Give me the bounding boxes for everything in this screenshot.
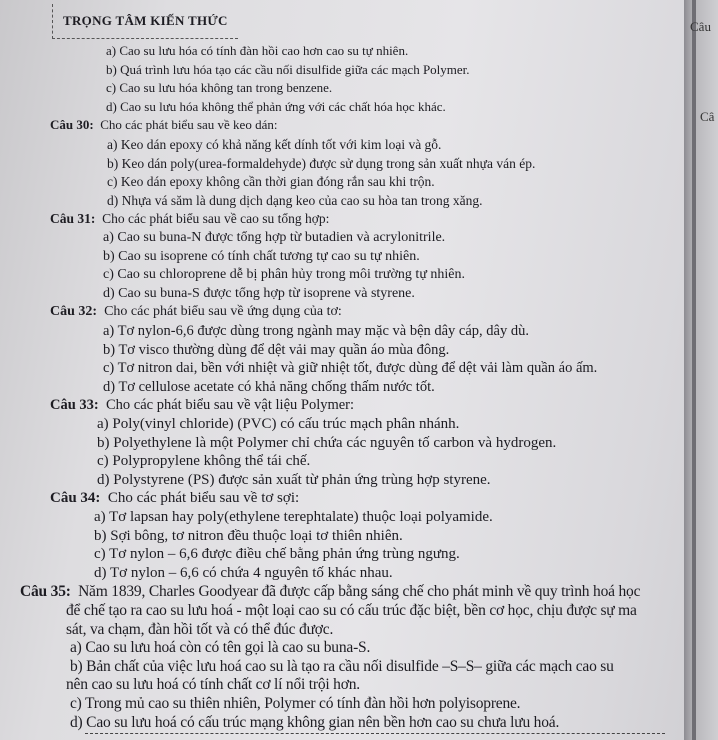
- q33-option-b: b) Polyethylene là một Polymer chỉ chứa các nguyên tố carbon và hydrogen.: [97, 434, 557, 451]
- q30-stem: Cho các phát biểu sau về keo dán:: [100, 117, 278, 133]
- q30-label: Câu 30:: [50, 117, 94, 133]
- q33-label: Câu 33:: [50, 397, 99, 414]
- q35-option-b-line2: nên cao su lưu hoá có tính chất cơ lí nổi trội hơn.: [66, 676, 360, 694]
- q34-label: Câu 34:: [50, 490, 101, 507]
- q33-stem: Cho các phát biểu sau về vật liệu Polymer:: [106, 397, 355, 414]
- bottom-dashed-divider: [85, 733, 665, 734]
- q35-label: Câu 35:: [20, 583, 71, 601]
- q35: [20, 583, 640, 601]
- q34-option-c: c) Tơ nylon – 6,6 được điều chế bằng phản ứng trùng ngưng.: [94, 546, 460, 563]
- q35-option-a: a) Cao su lưu hoá còn có tên gọi là cao su buna-S.: [70, 639, 371, 657]
- q34-option-d: d) Tơ nylon – 6,6 có chứa 4 nguyên tố khác nhau.: [94, 564, 393, 581]
- q32-label: Câu 32:: [50, 304, 98, 320]
- q31-option-d: d) Cao su buna-S được tổng hợp từ isoprene và styrene.: [103, 285, 415, 301]
- q29-option-c: c) Cao su lưu hóa không tan trong benzene.: [106, 80, 333, 96]
- q30-option-c: c) Keo dán epoxy không cần thời gian đóng rắn sau khi trộn.: [107, 174, 435, 190]
- q35-stem-line3: sát, va chạm, đàn hồi tốt và có thể đúc được.: [66, 620, 334, 638]
- q34-option-b: b) Sợi bông, tơ nitron đều thuộc loại tơ thiên nhiên.: [94, 527, 403, 544]
- q31-option-a: a) Cao su buna-N được tổng hợp từ butadien và acrylonitrile.: [103, 230, 446, 245]
- q34: [50, 490, 299, 507]
- q29-option-b: b) Quá trình lưu hóa tạo các cầu nối disulfide giữa các mạch Polymer.: [106, 61, 470, 77]
- q32-stem: Cho các phát biểu sau về ứng dụng của tơ:: [104, 304, 342, 320]
- q34-stem: Cho các phát biểu sau về tơ sợi:: [107, 490, 300, 507]
- q32-option-d: d) Tơ cellulose acetate có khả năng chống thấm nước tốt.: [103, 378, 435, 395]
- q29-option-d: d) Cao su lưu hóa không thể phản ứng với các chất hóa học khác.: [106, 98, 446, 114]
- section-header: TRỌNG TÂM KIẾN THỨC: [63, 13, 228, 28]
- q32-option-b: b) Tơ visco thường dùng để dệt vải may quần áo mùa đông.: [103, 341, 450, 358]
- page-fold: [692, 0, 696, 740]
- q33-option-c: c) Polypropylene không thể tái chế.: [97, 453, 311, 470]
- q35-stem-line2: để chế tạo ra cao su lưu hoá - một loại cao su có cấu trúc đặc biệt, bền cơ học, chịu được sự ma: [66, 602, 637, 619]
- q33: [50, 397, 354, 414]
- q32-option-a: a) Tơ nylon-6,6 được dùng trong ngành may mặc và bện dây cáp, dây dù.: [103, 323, 529, 339]
- q29-option-a: a) Cao su lưu hóa có tính đàn hồi cao hơn cao su tự nhiên.: [106, 43, 409, 58]
- q31-stem: Cho các phát biểu sau về cao su tổng hợp:: [102, 211, 330, 227]
- q31: [50, 211, 329, 227]
- section-header-box: [52, 4, 238, 39]
- q30-option-a: a) Keo dán epoxy có khả năng kết dính tốt với kim loại và gỗ.: [107, 137, 442, 152]
- q30-option-d: d) Nhựa vá săm là dung dịch dạng keo của cao su hòa tan trong xăng.: [107, 192, 483, 208]
- q33-option-a: a) Poly(vinyl chloride) (PVC) có cấu trúc mạch phân nhánh.: [97, 416, 460, 432]
- q34-option-a: a) Tơ lapsan hay poly(ethylene terephtalate) thuộc loại polyamide.: [94, 509, 493, 525]
- q32: [50, 304, 342, 320]
- q35-option-c: c) Trong mủ cao su thiên nhiên, Polymer có tính đàn hồi hơn polyisoprene.: [70, 695, 521, 712]
- side-label-mid: Câ: [700, 109, 715, 124]
- q30: [50, 118, 277, 133]
- q30-option-b: b) Keo dán poly(urea-formaldehyde) được sử dụng trong sản xuất nhựa ván ép.: [107, 155, 536, 171]
- q31-label: Câu 31:: [50, 211, 96, 227]
- q35-option-b-line1: b) Bản chất của việc lưu hoá cao su là tạo ra cầu nối disulfide –S–S– giữa các mạch cao su: [70, 657, 614, 675]
- q35-option-d: d) Cao su lưu hoá có cấu trúc mạng không gian nên bền hơn cao su chưa lưu hoá.: [70, 713, 560, 731]
- q31-option-c: c) Cao su chloroprene dễ bị phân hủy trong môi trường tự nhiên.: [103, 267, 466, 283]
- q31-option-b: b) Cao su isoprene có tính chất tương tự cao su tự nhiên.: [103, 248, 420, 264]
- q35-stem-line1: Năm 1839, Charles Goodyear đã được cấp bằng sáng chế cho phát minh về quy trình hoá học: [78, 583, 641, 601]
- q32-option-c: c) Tơ nitron dai, bền với nhiệt và giữ nhiệt tốt, được dùng để dệt vải làm quần áo ấm.: [103, 360, 598, 377]
- q33-option-d: d) Polystyrene (PS) được sản xuất từ phản ứng trùng hợp styrene.: [97, 471, 491, 488]
- side-label-top: Câu: [690, 19, 711, 34]
